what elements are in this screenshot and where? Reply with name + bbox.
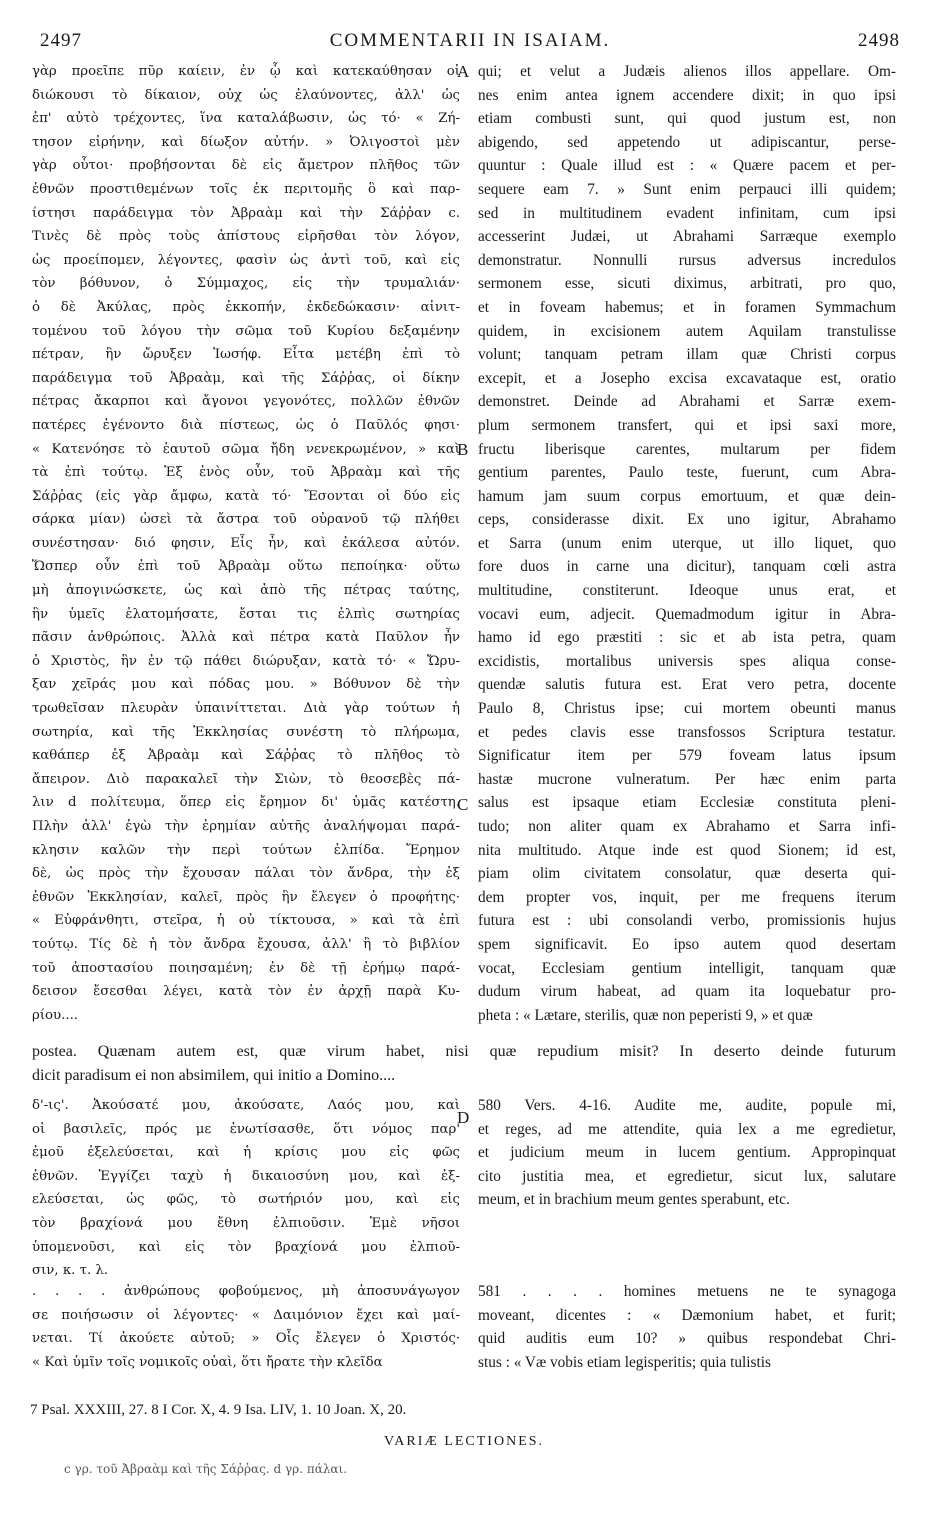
- greek-top-line: ἣν ὑμεῖς ἐλατομήσατε, ἔσται τις ἐλπὶς σωτηρίας: [32, 606, 460, 622]
- latin-top-line: fore duos in carne una dicitur), tanquam cœli astra: [478, 558, 896, 576]
- greek-mid-line: ὑπομενοῦσι, καὶ εἰς τὸν βραχίονά μου ἐλπιοῦ-: [32, 1239, 460, 1255]
- greek-top-line: τούτῳ. Τίς δὲ ἡ τὸν ἄνδρα ἔχουσα, ἀλλ' ἢ τὸ βιβλίον: [32, 936, 460, 952]
- latin-top-line: sequere eam 7. » Sunt enim perpauci illi quidem;: [478, 180, 896, 198]
- latin-top-line: quuntur : Quale illud est : « Quære pacem et per-: [478, 157, 896, 175]
- greek-mid-line: δ'-ις'. Ἀκούσατέ μου, ἀκούσατε, Λαός μου, καὶ: [32, 1098, 460, 1113]
- greek-mid-line: ἐθνῶν. Ἐγγίζει ταχὺ ἡ δικαιοσύνη μου, καὶ ἐξ-: [32, 1168, 460, 1184]
- page-header: [40, 30, 900, 56]
- latin-mid-line: et reges, ad me attendite, quia lex a me egredietur,: [478, 1120, 896, 1138]
- greek-top-line: τοῦ ἀποστασίου ποιησαμένη; ἐν δὲ τῇ ἐρήμῳ παρά-: [32, 960, 460, 976]
- latin-top-line: fructu liberisque carentes, multarum per fidem: [478, 440, 896, 458]
- greek-top-line: παράδειγμα τοῦ Ἀβραὰμ, καὶ τῆς Σάῤῥας, οἱ δίκην: [32, 370, 460, 386]
- latin-top-line: spem significavit. Eo ipso autem quod desertam: [478, 935, 896, 953]
- greek-bot-line: « Καὶ ὑμῖν τοῖς νομικοῖς οὐαὶ, ὅτι ἤρατε τὴν κλεῖδα: [32, 1354, 383, 1370]
- latin-top-line: qui; et velut a Judæis alienos illos appellare. Om-: [478, 63, 896, 80]
- greek-top-line: τρωθεῖσαν πλευρὰν ὑπαινίττεται. Διὰ γὰρ τούτων ἡ: [32, 701, 460, 717]
- latin-top-line: abigendo, sed appetendo ut adipiscantur, perse-: [478, 133, 896, 151]
- greek-mid-line: σιν, κ. τ. λ.: [32, 1263, 109, 1279]
- latin-top-line: accesserint Judæi, ut Abrahami Sarræque exemplo: [478, 228, 896, 246]
- footnotes: 7 Psal. XXXIII, 27. 8 I Cor. X, 4. 9 Isa. LIV, 1. 10 Joan. X, 20.: [30, 1402, 407, 1418]
- latin-top-line: vocavi eum, adjecit. Quemadmodum igitur in Abra-: [478, 605, 896, 623]
- latin-top-line: multitudine, constiterunt. Ideoque unus erat, et: [478, 582, 896, 600]
- greek-top-line: πέτραν, ἣν ὤρυξεν Ἰωσήφ. Εἶτα μετέβη ἐπὶ τὸ: [32, 347, 460, 363]
- greek-column-middle: [32, 1094, 460, 1283]
- latin-top-line: tudo; non aliter quam ex Abrahamo et Sarra infi-: [478, 818, 896, 835]
- latin-top-line: dudum virum habeat, ad quam ita loquebatur pro-: [478, 983, 896, 1001]
- greek-top-line: τομένου τοῦ λόγου τὴν σῶμα τοῦ Κυρίου δεξαμένην: [32, 323, 460, 339]
- latin-top-line: vocat, Ecclesiam gentium intelligit, tanquam quæ: [478, 959, 896, 977]
- latin-top-line: gentium parentes, Paulo teste, fuerunt, cum Abra-: [478, 464, 896, 482]
- latin-top-line: Paulo 8, Christus ipse; cui mortem obeunti manus: [478, 700, 896, 718]
- greek-top-line: γὰρ οὗτοι· προβήσονται δὲ εἰς ἄμετρον πλῆθος τῶν: [32, 158, 460, 174]
- latin-mid-line: cito justitia mea, et egredietur, sicut lux, salutare: [478, 1167, 896, 1185]
- latin-top-line: excidistis, mortalibus universis spes aliqua conse-: [478, 652, 896, 670]
- margin-letter-d: D: [457, 1108, 470, 1127]
- latin-top-line: et pedes clavis esse transfossos Scriptura testatur.: [478, 723, 896, 741]
- latin-top-line: sed in multitudinem evadent infinitam, cum ipsi: [478, 204, 896, 222]
- latin-top-line: piam olim civitatem consolatur, quæ deserta qui-: [478, 865, 896, 883]
- latin-bot-line: stus : « Væ vobis etiam legisperitis; quia tulistis: [478, 1353, 771, 1371]
- latin-column-middle: [478, 1094, 896, 1212]
- latin-mid-line: et judicium meum in lucem gentium. Appropinquat: [478, 1144, 896, 1162]
- latin-top-line: demonstret. Deinde ad Abrahami et Sarræ exem-: [478, 393, 896, 411]
- greek-top-line: τὰ ἐπὶ τούτῳ. Ἐξ ἑνὸς οὖν, τοῦ Ἀβραὰμ καὶ τῆς: [32, 465, 460, 481]
- latin-bot-line: quid auditis eum 10? » quibus respondebat Chri-: [478, 1330, 896, 1348]
- greek-top-line: δεισον ἔσεσθαι λέγει, κατὰ τὸν ἐν ἀρχῇ παρὰ Κυ-: [32, 984, 460, 1000]
- greek-top-line: σάρκα μίαν) ὡσεὶ τὰ ἄστρα τοῦ οὐρανοῦ τῷ πλήθει: [32, 512, 460, 528]
- greek-top-line: ὁ Χριστὸς, ἣν ἐν τῷ πάθει διώρυξαν, κατὰ τό· « Ὤρυ-: [32, 653, 460, 669]
- full-width-line: postea. Quænam autem est, quæ virum habet, nisi quæ repudium misit? In deserto deinde futurum: [32, 1043, 896, 1060]
- greek-bot-line: νεται. Τί ἀκούετε αὐτοῦ; » Οἷς ἔλεγεν ὁ Χριστός·: [32, 1331, 460, 1347]
- greek-top-line: σωτηρία, καὶ τῆς Ἐκκλησίας συνέστη τὸ πλήρωμα,: [32, 724, 460, 740]
- greek-mid-line: ελεύσεται, ὡς φῶς, τὸ σωτήριόν μου, καὶ εἰς: [32, 1192, 460, 1208]
- latin-top-line: dem propter vos, inquit, per me frequens iterum: [478, 888, 896, 906]
- greek-top-line: ὁ δὲ Ἀκύλας, πρὸς ἐκκοπήν, ἐκδεδώκασιν· αἰνιτ-: [32, 299, 460, 315]
- greek-top-line: πᾶσιν ἀνθρώποις. Ἀλλὰ καὶ πέτρα κατὰ Παῦλον ἦν: [32, 630, 460, 646]
- greek-top-line: Σάῤῥας (εἰς γὰρ ἄμφω, κατὰ τό· Ἔσονται οἱ δύο εἰς: [32, 488, 460, 504]
- greek-top-line: γὰρ προεῖπε πῦρ καίειν, ἐν ᾧ καὶ κατεκαύθησαν οἱ: [32, 64, 460, 79]
- greek-top-line: πατέρες ἐγένοντο διὰ πίστεως, ὡς ὁ Παῦλός φησι·: [32, 417, 460, 433]
- greek-top-line: διώκουσι τὸ δίκαιον, οὐχ ὡς ἐλαύνοντες, ἀλλ' ὡς: [32, 87, 460, 103]
- greek-top-line: συνέστησαν· διό φησιν, Εἷς ἦν, καὶ ἐκάλεσα αὐτόν.: [32, 535, 460, 551]
- greek-bot-line: σε ποιήσωσιν οἱ λέγοντες· « Δαιμόνιον ἔχει καὶ μαί-: [32, 1307, 460, 1323]
- latin-mid-line: meum, et in brachium meum gentes sperabunt, etc.: [478, 1191, 790, 1209]
- latin-top-line: Significatur item per 579 foveam latus ipsum: [478, 747, 896, 765]
- latin-top-line: etiam combusti sunt, qui quod justum est, non: [478, 110, 896, 128]
- greek-top-line: ἐθνῶν προστιθεμένων τοῖς ἐκ περιτομῆς ὃ καὶ παρ-: [32, 181, 460, 197]
- latin-top-line: hamum jam suum corpus emortuum, et quæ dein-: [478, 487, 896, 505]
- greek-top-line: ξαν χεῖράς μου καὶ πόδας μου. » Βόθυνον δὲ τὴν: [32, 677, 460, 693]
- greek-top-line: ἐθνῶν Ἐκκλησίαν, καλεῖ, πρὸς ἣν ἔλεγεν ὁ προφήτης·: [32, 889, 460, 905]
- greek-top-line: ἄπειρον. Διὸ παρακαλεῖ τὴν Σιὼν, τὸ θεοσεβὲς πά-: [32, 771, 460, 787]
- greek-bot-line: . . . . ἀνθρώπους φοβούμενος, μὴ ἀποσυνάγωγον: [32, 1284, 460, 1299]
- page-number-right: 2498: [858, 30, 900, 51]
- latin-top-line: plum sermonem transfert, qui et ipsi saxi more,: [478, 416, 896, 434]
- latin-top-line: ceps, considerasse dixit. Ex uno igitur, Abrahamo: [478, 511, 896, 529]
- latin-mid-line: 580 Vers. 4-16. Audite me, audite, popule mi,: [478, 1097, 896, 1114]
- greek-mid-line: ἐμοῦ ἐξελεύσεται, καὶ ἡ κρίσις μου εἰς φῶς: [32, 1145, 460, 1161]
- latin-top-line: nita multitudo. Atque inde est quod Sionem; id est,: [478, 841, 896, 859]
- greek-top-line: ρίου....: [32, 1007, 79, 1023]
- latin-top-line: quidem, in excisionem autem Aquilam transtulisse: [478, 322, 896, 340]
- greek-top-line: μὴ ἀπογινώσκετε, ὡς καὶ ἀπὸ τῆς πέτρας ταύτης,: [32, 583, 460, 599]
- latin-top-line: pheta : « Lætare, sterilis, quæ non peperisti 9, » et quæ: [478, 1006, 813, 1024]
- greek-top-line: δὲ, ὡς πρὸς τὴν ἔχουσαν πάλαι τὸν ἄνδρα, τὴν ἐξ: [32, 866, 460, 882]
- running-title: COMMENTARII IN ISAIAM.: [329, 30, 611, 51]
- latin-top-line: excepit, et a Josepho excisa excavataque est, oratio: [478, 369, 896, 387]
- greek-top-line: ὡς προείπομεν, λέγοντες, φασὶν ὡς ἀντὶ τοῦ, καὶ εἰς: [32, 252, 460, 268]
- latin-top-line: et Sarra (unum enim uterque, ut illo liquet, quo: [478, 534, 896, 552]
- margin-letter-b: B: [457, 440, 469, 459]
- greek-mid-line: τὸν βραχίονά μου ἔθνη ἐλπιοῦσιν. Ἐμὲ νῆσοι: [32, 1215, 460, 1231]
- greek-top-line: καθάπερ ἐξ Ἀβραὰμ καὶ Σάῤῥας τὸ πλῆθος τὸ: [32, 748, 460, 764]
- full-width-line: dicit paradisum ei non absimilem, qui initio a Domino....: [32, 1066, 396, 1084]
- greek-top-line: πέτρας ἄκαρποι καὶ ἄγονοι γεγονότες, πολλῶν ἐθνῶν: [32, 394, 460, 410]
- variae-lectiones-lines: c γρ. τοῦ Ἀβραὰμ καὶ τῆς Σάῤῥας. d γρ. πάλαι.: [64, 1462, 348, 1476]
- latin-bot-line: 581 . . . . homines metuens ne te synagoga: [478, 1283, 896, 1300]
- latin-top-line: hamo id ego præstiti : sic et ab ista petra, quam: [478, 629, 896, 647]
- latin-column-bottom: [478, 1280, 896, 1374]
- greek-column-top: [32, 60, 460, 1027]
- latin-top-line: quendæ salutis futura est. Erat vero petra, docente: [478, 676, 896, 694]
- margin-letter-c: C: [457, 795, 469, 814]
- latin-top-line: nes enim antea ignem accendere dixit; in quo ipsi: [478, 86, 896, 104]
- latin-top-line: hastæ mucrone vulneratum. Per hæc enim parta: [478, 770, 896, 788]
- greek-top-line: ἐπ' αὐτὸ τρέχοντες, ἵνα καταλάβωσιν, ὡς τό· « Ζή-: [32, 111, 460, 127]
- full-width-text: [32, 1040, 896, 1087]
- greek-top-line: λιν d πολίτευμα, ὅπερ εἰς ἔρημον δι' ὑμᾶς κατέστη.: [32, 795, 460, 811]
- latin-column-top: [478, 60, 896, 1027]
- greek-top-line: « Εὐφράνθητι, στεῖρα, ἡ οὐ τίκτουσα, » καὶ τὰ ἐπὶ: [32, 913, 460, 929]
- greek-top-line: Τινὲς δὲ πρὸς τοὺς ἀπίστους εἰρῆσθαι τὸν λόγον,: [32, 229, 460, 245]
- latin-bot-line: moveant, dicentes : « Dæmonium habet, et furit;: [478, 1306, 896, 1324]
- page-number-left: 2497: [40, 30, 82, 51]
- greek-mid-line: οἱ βασιλεῖς, πρός με ἐνωτίσασθε, ὅτι νόμος παρ': [32, 1121, 460, 1137]
- greek-top-line: « Κατενόησε τὸ ἑαυτοῦ σῶμα ἤδη νενεκρωμένον, » καὶ: [32, 441, 460, 457]
- margin-letter-a: A: [457, 62, 470, 81]
- latin-top-line: demonstratur. Nonnulli rursus adversus incredulos: [478, 251, 896, 269]
- greek-top-line: Πλὴν ἀλλ' ἐγὼ τὴν ἐρημίαν αὐτῆς ἀναλήψομαι παρά-: [32, 819, 460, 834]
- greek-top-line: τὸν βόθυνον, ὁ Σύμμαχος, εἰς τὴν τρυμαλιάν·: [32, 276, 460, 292]
- greek-top-line: ίστησι παράδειγμα τὸν Ἀβραὰμ καὶ τὴν Σάῤῥαν c.: [32, 205, 460, 221]
- latin-top-line: futura est : ubi consolandi verbo, promissionis hujus: [478, 912, 896, 930]
- greek-column-bottom: [32, 1280, 460, 1374]
- latin-top-line: sermonem esse, sicuti diximus, arbitrati, pro quo,: [478, 275, 896, 293]
- greek-top-line: κλησιν καλῶν τὴν περὶ τούτων ἐλπίδα. Ἔρημον: [32, 842, 460, 858]
- latin-top-line: volunt; tanquam petram illam quæ Christi corpus: [478, 346, 896, 364]
- variae-lectiones-title: VARIÆ LECTIONES.: [383, 1434, 545, 1449]
- latin-top-line: salus est ipsaque etiam Ecclesiæ constituta pleni-: [478, 794, 896, 812]
- greek-top-line: Ὥσπερ οὖν ἐπὶ τοῦ Ἀβραὰμ οὕτω πεποίηκα· οὕτω: [32, 559, 460, 575]
- greek-top-line: τησον εἰρήνην, καὶ δίωξον αὐτήν. » Ὀλιγοστοὶ μὲν: [32, 134, 460, 150]
- latin-top-line: et in foveam habemus; et in foramen Symmachum: [478, 298, 896, 316]
